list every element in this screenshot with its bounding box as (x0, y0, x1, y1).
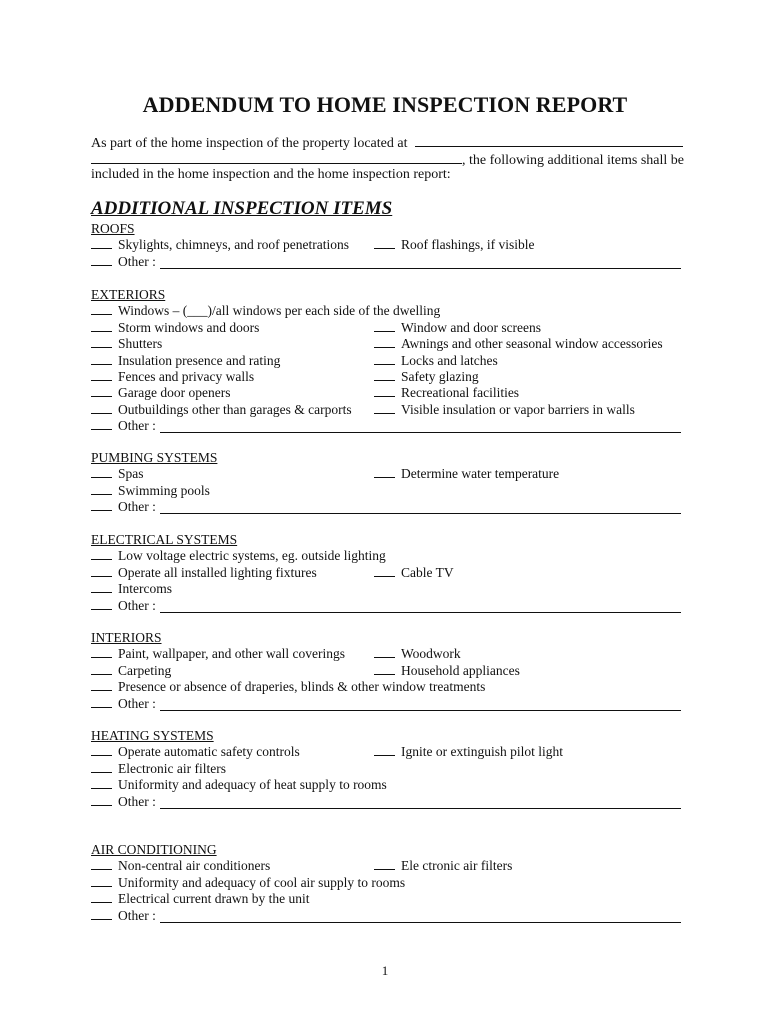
item-fences (91, 369, 254, 385)
item-awnings (374, 336, 663, 352)
checkbox-blank[interactable] (374, 320, 395, 332)
item-paint (91, 646, 345, 662)
item-draperies (91, 679, 485, 695)
other-row (91, 696, 681, 712)
item-locks (374, 353, 498, 369)
checkbox-blank[interactable] (91, 908, 112, 920)
item-label: Spas (118, 466, 144, 482)
section-air-conditioning (91, 842, 681, 924)
intro-text-3: included in the home inspection and the home inspection report: (91, 167, 451, 182)
item-safety-controls (91, 744, 300, 760)
item-label: Garage door openers (118, 385, 231, 401)
item-label: Safety glazing (401, 368, 479, 384)
checkbox-blank[interactable] (91, 581, 112, 593)
checkbox-blank[interactable] (91, 777, 112, 789)
checkbox-blank[interactable] (374, 744, 395, 756)
item-other (91, 499, 156, 515)
item-air-filters (91, 761, 226, 777)
item-label: Locks and latches (401, 352, 498, 368)
other-row (91, 254, 681, 270)
item-carpeting (91, 663, 171, 679)
other-entry-line[interactable] (160, 911, 681, 923)
item-heat-supply (91, 777, 387, 793)
item-other (91, 696, 156, 712)
item-label: Uniformity and adequacy of cool air supply to rooms (118, 874, 406, 890)
other-label: Other : (118, 907, 156, 923)
intro-line-1 (91, 134, 691, 151)
checkbox-blank[interactable] (91, 663, 112, 675)
item-garage-openers (91, 385, 230, 401)
checkbox-blank[interactable] (374, 353, 395, 365)
other-label: Other : (118, 793, 156, 809)
item-other (91, 908, 156, 924)
list-item (91, 548, 681, 564)
list-item (91, 646, 681, 662)
checkbox-blank[interactable] (91, 320, 112, 332)
section-title-air-conditioning: AIR CONDITIONING (91, 842, 217, 857)
item-label: Determine water temperature (401, 466, 560, 482)
intro-text-1: As part of the home inspection of the property located at (91, 136, 408, 151)
list-item (91, 320, 681, 336)
item-label: Window and door screens (401, 319, 542, 335)
item-label: Cable TV (401, 564, 454, 580)
other-label: Other : (118, 695, 156, 711)
checkbox-blank[interactable] (374, 336, 395, 348)
page-title: ADDENDUM TO HOME INSPECTION REPORT (142, 92, 628, 117)
item-pools (91, 483, 210, 499)
item-label: Ele ctronic air filters (401, 858, 513, 874)
checkbox-blank[interactable] (91, 744, 112, 756)
item-label: Awnings and other seasonal window accessories (401, 336, 663, 352)
section-heating (91, 728, 681, 810)
intro-paragraph (91, 134, 691, 184)
checkbox-blank[interactable] (91, 237, 112, 249)
item-windows (91, 303, 440, 319)
checkbox-blank[interactable] (374, 466, 395, 478)
checkbox-blank[interactable] (91, 385, 112, 397)
item-intercoms (91, 581, 172, 597)
checkbox-blank[interactable] (91, 418, 112, 430)
list-item (91, 483, 681, 499)
item-pilot-light (374, 744, 563, 760)
item-low-voltage (91, 548, 386, 564)
item-label: Outbuildings other than garages & carports (118, 401, 352, 417)
section-title-exteriors: EXTERIORS (91, 287, 166, 302)
list-item (91, 369, 681, 385)
checkbox-blank[interactable] (91, 696, 112, 708)
item-label: Electrical current drawn by the unit (118, 891, 310, 907)
checkbox-blank[interactable] (91, 794, 112, 806)
checkbox-blank[interactable] (91, 369, 112, 381)
item-label: Roof flashings, if visible (401, 237, 535, 253)
checkbox-blank[interactable] (374, 369, 395, 381)
section-plumbing (91, 450, 681, 516)
checkbox-blank[interactable] (374, 237, 395, 249)
item-label: Paint, wallpaper, and other wall coverings (118, 646, 346, 662)
item-outbuildings (91, 402, 352, 418)
item-storm-windows (91, 320, 259, 336)
section-electrical (91, 532, 681, 614)
item-woodwork (374, 646, 461, 662)
item-label: Recreational facilities (401, 385, 520, 401)
checkbox-blank[interactable] (91, 499, 112, 511)
item-shutters (91, 336, 162, 352)
other-entry-line[interactable] (160, 699, 681, 711)
intro-line-2 (91, 151, 691, 168)
item-label: Non-central air conditioners (118, 858, 271, 874)
list-item (91, 679, 681, 695)
list-item (91, 466, 681, 482)
item-label: Carpeting (118, 662, 172, 678)
checkbox-blank[interactable] (91, 466, 112, 478)
checkbox-blank[interactable] (91, 858, 112, 870)
item-label: Electronic air filters (118, 760, 226, 776)
item-spas (91, 466, 144, 482)
checkbox-blank[interactable] (91, 646, 112, 658)
section-title-interiors: INTERIORS (91, 630, 162, 645)
item-cool-supply (91, 875, 405, 891)
item-ac-air-filters (374, 858, 512, 874)
checkbox-blank[interactable] (91, 402, 112, 414)
other-entry-line[interactable] (160, 502, 681, 514)
checkbox-blank[interactable] (91, 891, 112, 903)
list-item (91, 385, 681, 401)
item-label: Storm windows and doors (118, 319, 260, 335)
item-lighting-fixtures (91, 565, 317, 581)
section-roofs (91, 221, 681, 270)
item-other (91, 254, 156, 270)
checkbox-blank[interactable] (374, 646, 395, 658)
section-title-roofs: ROOFS (91, 221, 135, 236)
item-visible-insulation (374, 402, 635, 418)
list-item (91, 858, 681, 874)
item-recreational (374, 385, 519, 401)
item-label: Ignite or extinguish pilot light (401, 744, 563, 760)
property-address-blank[interactable] (415, 134, 683, 147)
other-label: Other : (118, 499, 156, 515)
list-item (91, 336, 681, 352)
item-label: Shutters (118, 336, 163, 352)
property-address-blank-2[interactable] (91, 151, 462, 164)
item-other (91, 794, 156, 810)
list-item (91, 663, 681, 679)
section-title-heating: HEATING SYSTEMS (91, 728, 214, 743)
item-label: Insulation presence and rating (118, 352, 281, 368)
list-item (91, 402, 681, 418)
item-label: Woodwork (401, 646, 461, 662)
item-skylights (91, 237, 349, 253)
checkbox-blank[interactable] (374, 858, 395, 870)
intro-text-2: , the following additional items shall be (462, 152, 685, 168)
other-entry-line[interactable] (160, 257, 681, 269)
checkbox-blank[interactable] (91, 336, 112, 348)
checkbox-blank[interactable] (91, 353, 112, 365)
item-non-central (91, 858, 270, 874)
item-roof-flashings (374, 237, 535, 253)
item-label: Household appliances (401, 662, 520, 678)
list-item (91, 581, 681, 597)
list-item (91, 761, 681, 777)
other-entry-line[interactable] (160, 797, 681, 809)
list-item (91, 237, 681, 253)
item-label: Low voltage electric systems, eg. outside lighting (118, 548, 386, 564)
checkbox-blank[interactable] (374, 663, 395, 675)
checkbox-blank[interactable] (91, 303, 112, 315)
item-label: Visible insulation or vapor barriers in walls (401, 401, 635, 417)
section-interiors (91, 630, 681, 712)
list-item (91, 303, 681, 319)
checkbox-blank[interactable] (91, 875, 112, 887)
item-current (91, 891, 310, 907)
checkbox-blank[interactable] (374, 402, 395, 414)
list-item (91, 891, 681, 907)
item-appliances (374, 663, 520, 679)
additional-items-heading: ADDITIONAL INSPECTION ITEMS (91, 198, 393, 219)
other-row (91, 418, 681, 434)
other-row (91, 908, 681, 924)
other-entry-line[interactable] (160, 601, 681, 613)
item-insulation-rating (91, 353, 280, 369)
section-exteriors (91, 287, 681, 435)
item-label: Skylights, chimneys, and roof penetrations (118, 237, 349, 253)
item-label: Operate automatic safety controls (118, 744, 300, 760)
item-label: Uniformity and adequacy of heat supply to rooms (118, 777, 387, 793)
item-window-screens (374, 320, 541, 336)
page-number: 1 (381, 963, 389, 978)
list-item (91, 875, 681, 891)
item-label: Operate all installed lighting fixtures (118, 564, 317, 580)
other-row (91, 794, 681, 810)
intro-line-3 (91, 167, 691, 184)
checkbox-blank[interactable] (91, 761, 112, 773)
item-cable-tv (374, 565, 454, 581)
checkbox-blank[interactable] (91, 598, 112, 610)
item-other (91, 598, 156, 614)
item-label: Fences and privacy walls (118, 368, 255, 384)
other-label: Other : (118, 253, 156, 269)
item-safety-glazing (374, 369, 479, 385)
list-item (91, 565, 681, 581)
other-entry-line[interactable] (160, 421, 681, 433)
other-label: Other : (118, 418, 156, 434)
other-row (91, 598, 681, 614)
checkbox-blank[interactable] (91, 565, 112, 577)
list-item (91, 353, 681, 369)
list-item (91, 744, 681, 760)
item-label: Windows – (___)/all windows per each side of the dwelling (118, 303, 441, 319)
checkbox-blank[interactable] (374, 565, 395, 577)
checkbox-blank[interactable] (91, 483, 112, 495)
other-row (91, 499, 681, 515)
checkbox-blank[interactable] (91, 679, 112, 691)
list-item (91, 777, 681, 793)
checkbox-blank[interactable] (91, 548, 112, 560)
section-title-electrical: ELECTRICAL SYSTEMS (91, 532, 238, 547)
item-label: Swimming pools (118, 482, 210, 498)
item-label: Intercoms (118, 581, 172, 597)
other-label: Other : (118, 597, 156, 613)
checkbox-blank[interactable] (374, 385, 395, 397)
section-title-plumbing: PUMBING SYSTEMS (91, 450, 218, 465)
item-other (91, 418, 156, 434)
item-label: Presence or absence of draperies, blinds & other window treatments (118, 679, 486, 695)
checkbox-blank[interactable] (91, 254, 112, 266)
item-water-temp (374, 466, 559, 482)
